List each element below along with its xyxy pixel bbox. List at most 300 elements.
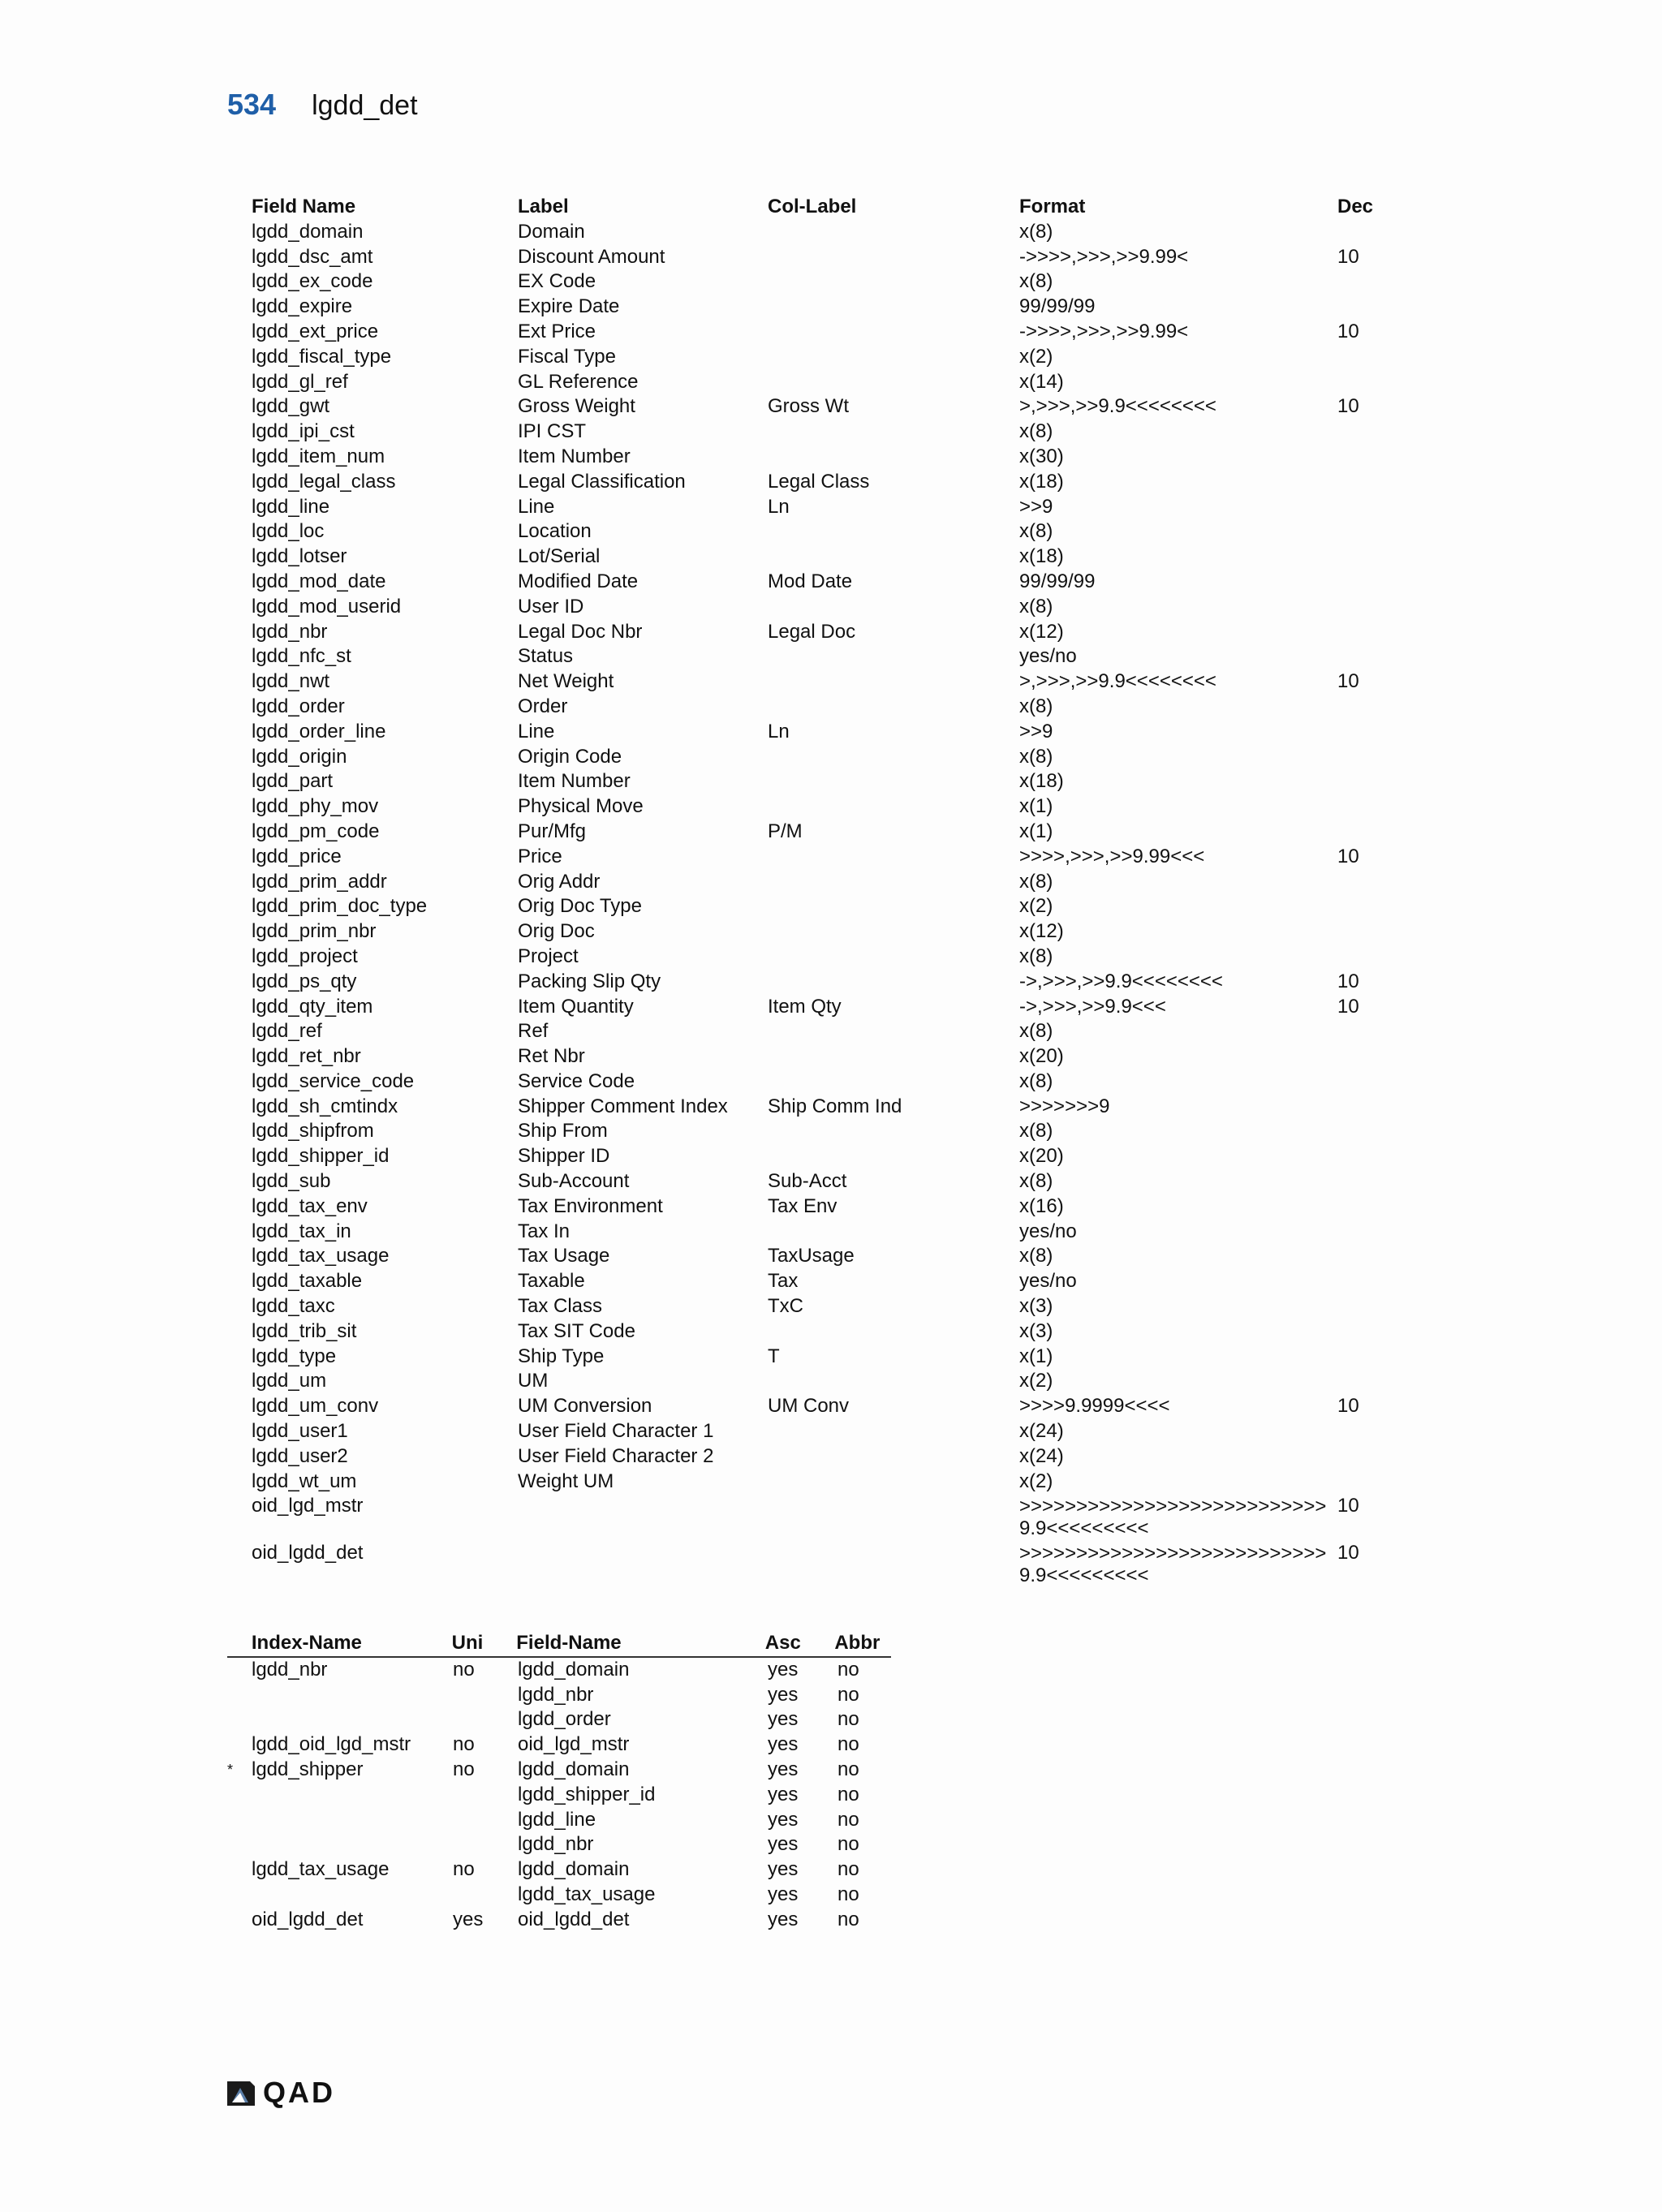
index-name-cell [252,1707,453,1732]
field-name-cell: lgdd_um_conv [252,1395,379,1418]
label-cell: Orig Doc Type [518,895,642,918]
field-name-cell: lgdd_wt_um [252,1470,357,1492]
col-label-cell [768,1119,1019,1144]
primary-index-marker: * [227,1761,234,1778]
abbr-cell: no [837,1808,859,1831]
field-name-cell: lgdd_taxable [252,1270,363,1293]
col-label-cell: Item Qty [768,995,842,1018]
col-label-cell: P/M [768,820,803,842]
dec-cell: 10 [1337,995,1359,1018]
field-name-cell: lgdd_tax_usage [518,1883,656,1905]
label-cell: Legal Classification [518,470,686,493]
uni-cell [453,1832,518,1857]
field-name-cell: lgdd_line [252,495,330,518]
label-cell: Service Code [518,1069,635,1092]
label-cell: GL Reference [518,370,639,393]
label-cell: Tax Class [518,1295,603,1318]
index-name-cell [252,1683,453,1708]
table-row [252,295,1386,320]
column-header-col-label: Col-Label [768,196,857,217]
dec-cell [1337,720,1386,745]
format-cell: ->>>>,>>>,>>9.99< [1019,320,1189,342]
table-row [252,420,1386,445]
table-row [252,519,1386,544]
uni-cell: no [453,1733,475,1756]
label-cell: Packing Slip Qty [518,970,661,992]
dec-cell [1337,345,1386,370]
index-name-cell [252,1883,453,1908]
index-name-cell: lgdd_tax_usage [252,1858,390,1881]
table-row [252,1470,1386,1495]
field-name-cell: lgdd_fiscal_type [252,345,392,368]
table-row [252,644,1386,669]
table-row [252,320,1386,345]
col-label-cell [768,1069,1019,1095]
table-row [252,720,1386,745]
label-cell: User Field Character 2 [518,1444,714,1467]
table-row [227,1707,894,1732]
label-cell: Lot/Serial [518,545,601,568]
format-cell: >,>>>,>>9.9<<<<<<<< [1019,670,1216,693]
label-cell: Location [518,520,592,543]
format-cell: >>>>>>>>>>>>>>>>>>>>>>>>>>>9.9<<<<<<<<< [1019,1543,1327,1587]
table-row [252,1494,1386,1541]
format-cell: >>9 [1019,720,1053,742]
format-cell: x(8) [1019,1020,1053,1043]
table-row [252,1541,1386,1588]
column-header-format: Format [1019,196,1086,217]
format-cell: x(8) [1019,1120,1053,1143]
table-row [252,570,1386,595]
format-cell: ->>>>,>>>,>>9.99< [1019,245,1189,268]
field-name-cell: oid_lgd_mstr [518,1733,630,1756]
col-label-cell [768,420,1019,445]
field-name-cell: lgdd_order [518,1708,611,1731]
primary-index-marker [227,1832,252,1857]
field-name-cell: lgdd_phy_mov [252,795,379,818]
primary-index-marker [227,1857,252,1883]
col-label-cell [768,695,1019,720]
column-header-field-name: Field-Name [516,1632,622,1654]
abbr-cell: no [837,1733,859,1756]
table-row [252,370,1386,395]
field-name-cell: lgdd_um [252,1370,327,1392]
dec-cell: 10 [1337,395,1359,418]
field-name-cell: lgdd_legal_class [252,470,396,493]
label-cell: Item Quantity [518,995,634,1018]
dec-cell [1337,495,1386,520]
asc-cell: yes [768,1808,799,1831]
col-label-cell [768,1220,1019,1245]
field-name-cell: lgdd_nfc_st [252,645,351,668]
field-name-cell: lgdd_tax_usage [252,1245,390,1267]
uni-cell [453,1683,518,1708]
page-number: 534 [227,88,277,121]
format-cell: x(8) [1019,520,1053,543]
uni-cell [453,1707,518,1732]
format-cell: x(8) [1019,595,1053,618]
table-row [252,1095,1386,1120]
dec-cell [1337,745,1386,770]
col-label-cell [768,1444,1019,1470]
field-name-cell: lgdd_loc [252,520,325,543]
col-label-cell [768,519,1019,544]
label-cell: Shipper Comment Index [518,1095,728,1117]
dec-cell: 10 [1337,970,1359,992]
format-cell: >>>>,>>>,>>9.99<<< [1019,845,1205,867]
format-cell: x(1) [1019,820,1053,842]
col-label-cell [768,1019,1019,1044]
format-cell: yes/no [1019,1270,1077,1293]
label-cell [518,1494,768,1541]
table-row [252,620,1386,645]
col-label-cell [768,970,1019,995]
field-name-cell: lgdd_user1 [252,1420,348,1443]
table-row [252,269,1386,295]
format-cell: x(18) [1019,770,1064,793]
col-label-cell [768,1044,1019,1069]
col-label-cell [768,445,1019,470]
field-name-cell: lgdd_domain [518,1658,630,1681]
table-row [227,1832,894,1857]
format-cell: x(2) [1019,1470,1053,1492]
asc-cell: yes [768,1733,799,1756]
label-cell: Shipper ID [518,1145,610,1168]
format-cell: yes/no [1019,1220,1077,1242]
dec-cell [1337,420,1386,445]
format-cell: ->,>>>,>>9.9<<<<<<<< [1019,970,1223,992]
table-row [252,794,1386,820]
label-cell: Order [518,695,568,717]
label-cell: Sub-Account [518,1170,630,1193]
table-row [252,245,1386,270]
index-name-cell [252,1832,453,1857]
dec-cell [1337,1470,1386,1495]
dec-cell [1337,1345,1386,1370]
label-cell: Orig Addr [518,870,601,893]
table-row [252,919,1386,945]
col-label-cell [768,769,1019,794]
label-cell: Orig Doc [518,920,595,943]
field-name-cell: lgdd_domain [518,1758,630,1780]
dec-cell [1337,945,1386,970]
table-row [227,1883,894,1908]
field-name-cell: lgdd_expire [252,295,353,318]
table-row [252,845,1386,870]
table-row [227,1857,894,1883]
col-label-cell: TxC [768,1295,803,1318]
column-header-asc: Asc [764,1632,801,1654]
col-label-cell [768,1470,1019,1495]
field-name-cell: lgdd_prim_nbr [252,920,377,943]
col-label-cell [768,894,1019,919]
table-row [252,495,1386,520]
label-cell [518,1541,768,1588]
col-label-cell [768,1541,1019,1588]
field-name-cell: lgdd_service_code [252,1069,415,1092]
col-label-cell: Ln [768,495,790,518]
table-row [252,995,1386,1020]
primary-index-marker [227,1883,252,1908]
format-cell: >,>>>,>>9.9<<<<<<<< [1019,395,1216,418]
page-header [227,88,418,128]
uni-cell: yes [453,1908,484,1930]
col-label-cell [768,220,1019,245]
index-name-cell: lgdd_nbr [252,1658,328,1681]
label-cell: Modified Date [518,570,639,592]
dec-cell [1337,1294,1386,1319]
index-name-cell: oid_lgdd_det [252,1908,364,1930]
dec-cell [1337,620,1386,645]
primary-index-marker [227,1707,252,1732]
col-label-cell: Mod Date [768,570,853,592]
label-cell: Tax Environment [518,1194,663,1217]
field-name-cell: lgdd_mod_date [252,570,386,592]
col-label-cell [768,945,1019,970]
dec-cell [1337,820,1386,845]
format-cell: x(24) [1019,1420,1064,1443]
format-cell: x(2) [1019,1370,1053,1392]
dec-cell: 10 [1337,845,1359,867]
dec-cell [1337,1144,1386,1169]
field-name-cell: oid_lgd_mstr [252,1495,364,1517]
page-title: lgdd_det [312,90,418,121]
dec-cell [1337,695,1386,720]
table-row [252,345,1386,370]
format-cell: x(20) [1019,1045,1064,1068]
abbr-cell: no [837,1858,859,1881]
label-cell: User Field Character 1 [518,1420,714,1443]
format-cell: x(8) [1019,870,1053,893]
abbr-cell: no [837,1708,859,1731]
table-row [252,1069,1386,1095]
format-cell: >>>>>>>>>>>>>>>>>>>>>>>>>>>9.9<<<<<<<<< [1019,1495,1327,1540]
field-name-cell: lgdd_type [252,1345,337,1367]
field-name-cell: lgdd_domain [518,1858,630,1881]
primary-index-marker [227,1658,252,1683]
dec-cell [1337,269,1386,295]
dec-cell: 10 [1337,1395,1359,1418]
field-name-cell: lgdd_ret_nbr [252,1045,361,1068]
col-label-cell [768,245,1019,270]
column-header-label: Label [518,196,569,217]
table-row [252,470,1386,495]
label-cell: Project [518,945,579,967]
abbr-cell: no [837,1908,859,1930]
col-label-cell: UM Conv [768,1395,850,1418]
label-cell: Tax SIT Code [518,1319,635,1342]
index-marker-header [227,1631,252,1656]
field-name-cell: lgdd_sub [252,1170,331,1193]
label-cell: UM [518,1370,549,1392]
dec-cell [1337,519,1386,544]
field-name-cell: lgdd_ref [252,1020,322,1043]
field-name-cell: lgdd_nbr [518,1683,594,1706]
field-name-cell: lgdd_ext_price [252,320,379,342]
field-name-cell: lgdd_origin [252,745,347,768]
field-name-cell: lgdd_project [252,945,358,967]
asc-cell: yes [768,1908,799,1930]
index-table-header [227,1631,891,1658]
abbr-cell: no [837,1783,859,1805]
label-cell: Net Weight [518,670,614,693]
field-name-cell: lgdd_user2 [252,1444,348,1467]
dec-cell [1337,1194,1386,1220]
primary-index-marker [227,1783,252,1808]
col-label-cell: T [768,1345,780,1367]
uni-cell: no [453,1658,475,1681]
format-cell: x(8) [1019,220,1053,243]
table-row [252,544,1386,570]
fields-table-header [252,195,1386,220]
label-cell: Tax Usage [518,1245,610,1267]
asc-cell: yes [768,1758,799,1780]
qad-logo [226,2076,335,2110]
format-cell: x(8) [1019,695,1053,717]
field-name-cell: lgdd_shipper_id [252,1145,390,1168]
uni-cell [453,1883,518,1908]
field-name-cell: lgdd_part [252,770,334,793]
asc-cell: yes [768,1783,799,1805]
table-row [227,1732,894,1758]
dec-cell [1337,794,1386,820]
col-label-cell [768,320,1019,345]
dec-cell [1337,894,1386,919]
table-row [227,1683,894,1708]
field-name-cell: lgdd_nbr [518,1833,594,1856]
field-name-cell: lgdd_tax_in [252,1220,351,1242]
label-cell: Ext Price [518,320,596,342]
format-cell: x(8) [1019,945,1053,967]
format-cell: x(14) [1019,370,1064,393]
format-cell: x(2) [1019,345,1053,368]
format-cell: x(12) [1019,620,1064,643]
field-name-cell: lgdd_tax_env [252,1194,368,1217]
field-name-cell: lgdd_trib_sit [252,1319,357,1342]
format-cell: x(20) [1019,1145,1064,1168]
field-name-cell: lgdd_pm_code [252,820,380,842]
dec-cell [1337,1220,1386,1245]
dec-cell [1337,1419,1386,1444]
table-row [252,1194,1386,1220]
format-cell: x(16) [1019,1194,1064,1217]
label-cell: Item Number [518,445,631,467]
format-cell: x(8) [1019,1069,1053,1092]
format-cell: x(8) [1019,745,1053,768]
dec-cell [1337,470,1386,495]
field-name-cell: lgdd_shipper_id [518,1783,656,1805]
label-cell: Origin Code [518,745,622,768]
col-label-cell: Ln [768,720,790,742]
dec-cell [1337,544,1386,570]
dec-cell [1337,1069,1386,1095]
abbr-cell: no [837,1658,859,1681]
dec-cell [1337,1319,1386,1345]
col-label-cell [768,745,1019,770]
label-cell: Status [518,645,574,668]
abbr-cell: no [837,1883,859,1905]
format-cell: x(18) [1019,470,1064,493]
format-cell: x(8) [1019,420,1053,443]
uni-cell [453,1783,518,1808]
column-header-dec: Dec [1337,196,1374,217]
field-name-cell: lgdd_shipfrom [252,1120,374,1143]
asc-cell: yes [768,1658,799,1681]
dec-cell [1337,1119,1386,1144]
format-cell: x(1) [1019,795,1053,818]
label-cell: Physical Move [518,795,644,818]
col-label-cell: TaxUsage [768,1245,855,1267]
abbr-cell: no [837,1758,859,1780]
field-name-cell: lgdd_dsc_amt [252,245,373,268]
column-header-index-name: Index-Name [251,1632,362,1654]
dec-cell [1337,1269,1386,1294]
field-name-cell: lgdd_gl_ref [252,370,348,393]
table-row [252,1044,1386,1069]
format-cell: x(8) [1019,270,1053,293]
dec-cell: 10 [1337,1495,1359,1517]
table-row [252,669,1386,695]
field-name-cell: lgdd_price [252,845,342,867]
dec-cell: 10 [1337,1542,1359,1564]
index-name-cell: lgdd_shipper [252,1758,364,1780]
table-row [252,220,1386,245]
format-cell: yes/no [1019,645,1077,668]
table-row [252,1394,1386,1419]
dec-cell [1337,595,1386,620]
format-cell: x(1) [1019,1345,1053,1367]
table-row [252,1369,1386,1394]
label-cell: Price [518,845,562,867]
label-cell: Ref [518,1020,549,1043]
table-row [227,1758,894,1783]
label-cell: Legal Doc Nbr [518,620,643,643]
label-cell: Item Number [518,770,631,793]
label-cell: IPI CST [518,420,587,443]
col-label-cell: Tax Env [768,1194,837,1217]
format-cell: >>9 [1019,495,1053,518]
format-cell: 99/99/99 [1019,295,1096,318]
label-cell: Weight UM [518,1470,614,1492]
dec-cell: 10 [1337,245,1359,268]
label-cell: Pur/Mfg [518,820,587,842]
format-cell: x(30) [1019,445,1064,467]
table-row [252,1419,1386,1444]
label-cell: Domain [518,220,585,243]
primary-index-marker [227,1908,252,1933]
label-cell: Discount Amount [518,245,665,268]
label-cell: Ship Type [518,1345,605,1367]
field-name-cell: lgdd_qty_item [252,995,373,1018]
format-cell: >>>>9.9999<<<< [1019,1395,1170,1418]
table-row [252,1244,1386,1269]
col-label-cell [768,544,1019,570]
field-name-cell: oid_lgdd_det [252,1542,364,1564]
col-label-cell [768,1419,1019,1444]
dec-cell [1337,1019,1386,1044]
dec-cell [1337,370,1386,395]
table-row [252,1444,1386,1470]
format-cell: >>>>>>>9 [1019,1095,1110,1117]
format-cell: x(3) [1019,1319,1053,1342]
column-header-uni: Uni [451,1632,484,1654]
dec-cell [1337,1169,1386,1194]
table-row [252,894,1386,919]
field-name-cell: lgdd_ipi_cst [252,420,355,443]
format-cell: x(18) [1019,545,1064,568]
abbr-cell: no [837,1833,859,1856]
label-cell: Line [518,720,555,742]
